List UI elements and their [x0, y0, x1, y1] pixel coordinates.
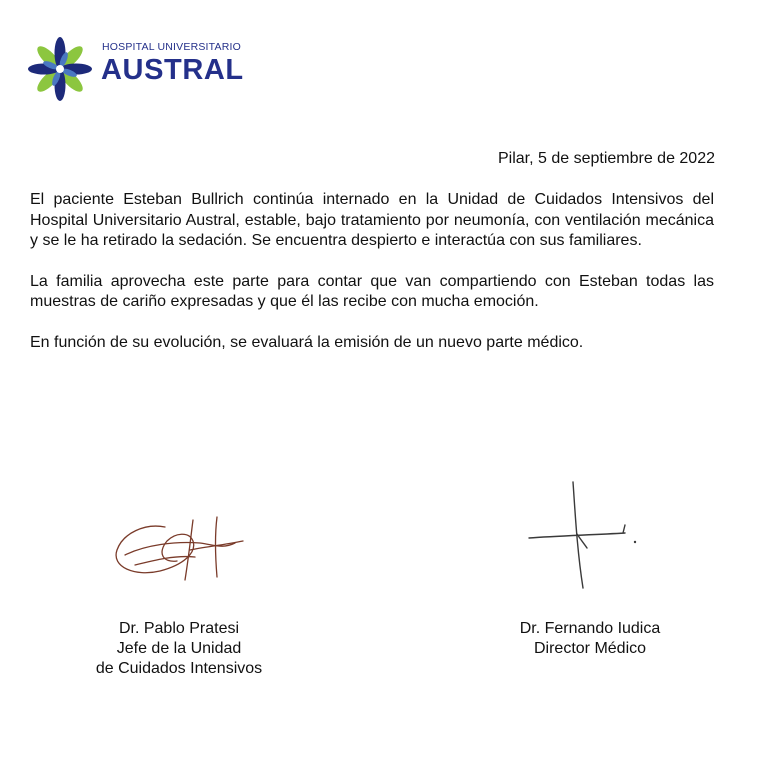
hospital-logo [26, 36, 246, 102]
logo-subtitle: HOSPITAL UNIVERSITARIO [102, 41, 241, 53]
logo-title: AUSTRAL [101, 54, 244, 86]
signature-iudica [515, 470, 655, 595]
signatory-title: Director Médico [533, 640, 647, 657]
flower-logo-icon [26, 36, 94, 102]
signatory-iudica [490, 619, 690, 659]
paragraph: La familia aprovecha este parte para contar que van compartiendo con Esteban todas las muestras de cariño expresadas y que él las recibe con mucha emoción. [30, 272, 714, 310]
letter-body [30, 190, 714, 373]
signature-pratesi [105, 505, 255, 590]
paragraph: En función de su evolución, se evaluará la emisión de un nuevo parte médico. [30, 333, 584, 351]
signatory-name: Dr. Fernando Iudica [519, 620, 661, 637]
letter-date: Pilar, 5 de septiembre de 2022 [497, 150, 715, 167]
paragraph: El paciente Esteban Bullrich continúa internado en la Unidad de Cuidados Intensivos del Hospital Universitario Austral, estable, bajo tratamiento por neumonía, con ventilación mecánica y se le ha retirado la sedación. Se encuentra despierto e interactúa con sus familiares. [30, 191, 714, 249]
signatory-title: Jefe de la Unidad [116, 640, 242, 657]
signatory-name: Dr. Pablo Pratesi [118, 620, 240, 637]
signatory-pratesi [70, 619, 288, 679]
signatory-title: de Cuidados Intensivos [95, 660, 263, 677]
